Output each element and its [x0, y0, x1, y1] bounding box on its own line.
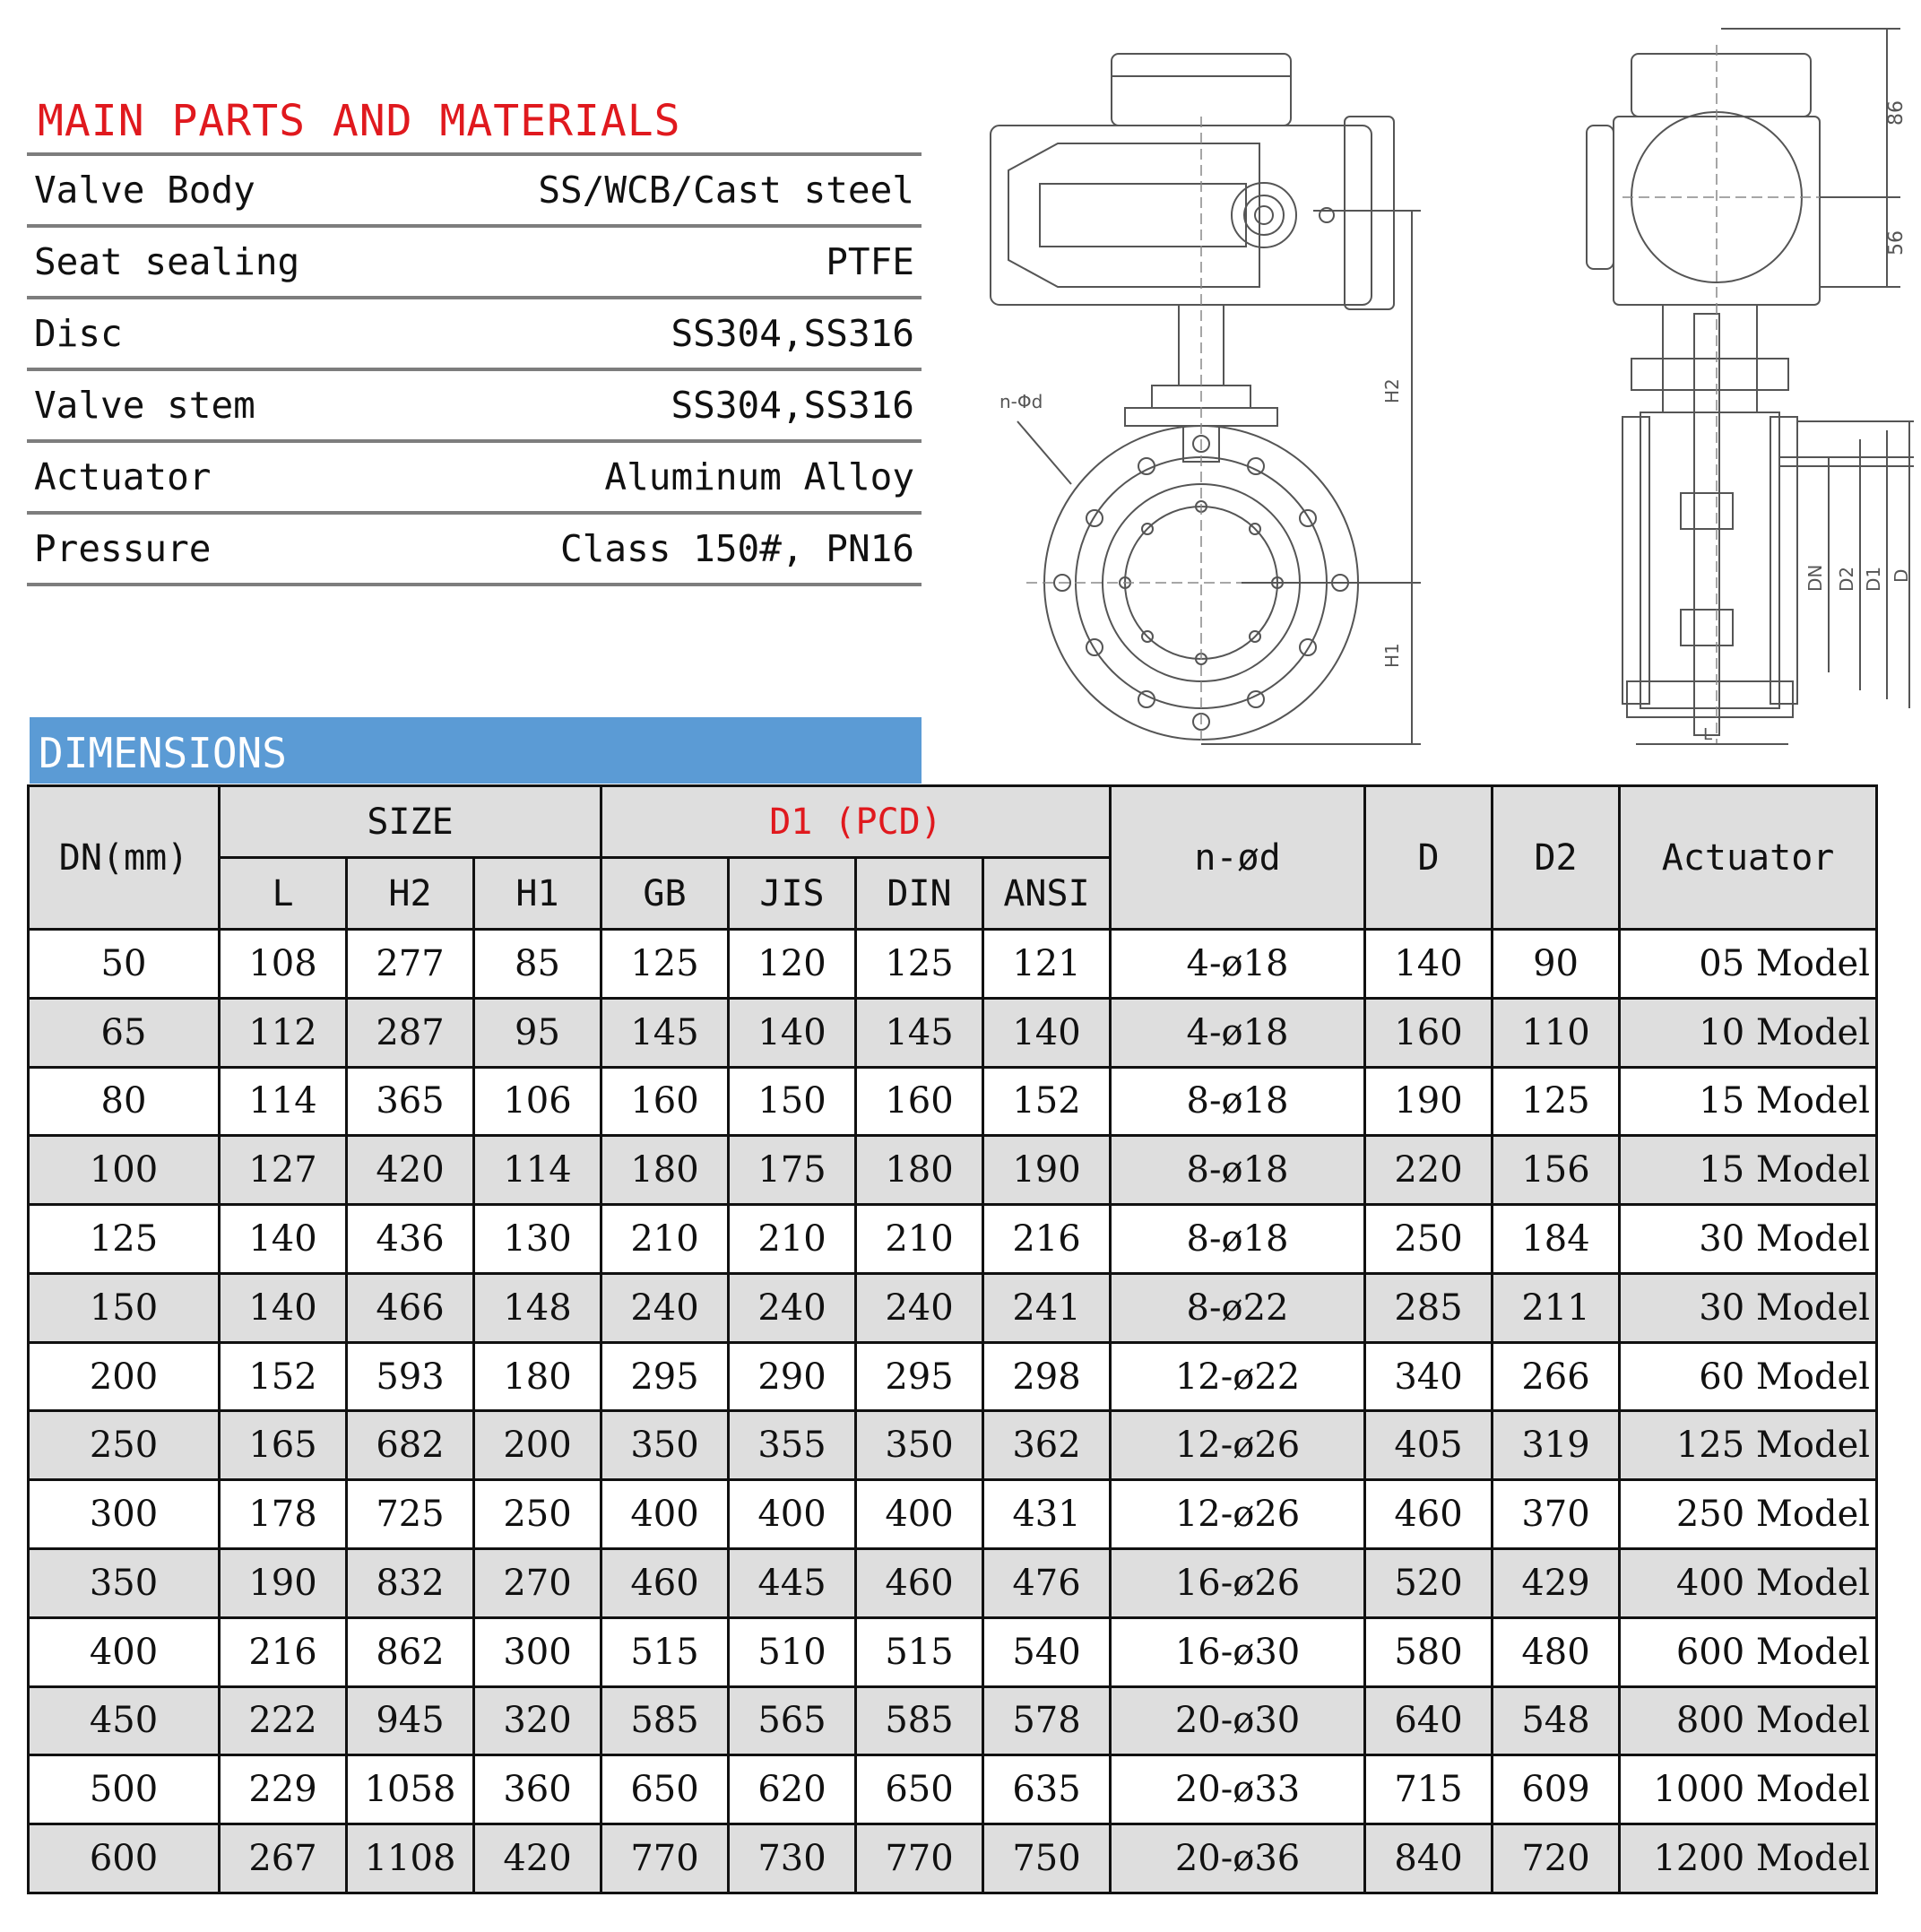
cell-nod: 16-ø26 — [1111, 1549, 1365, 1618]
cell-act: 1000 Model — [1620, 1755, 1877, 1824]
cell-d2: 609 — [1493, 1755, 1620, 1824]
cell-jis: 175 — [729, 1136, 856, 1205]
side-86-label: 86 — [1885, 100, 1908, 126]
cell-gb: 240 — [601, 1273, 729, 1342]
cell-l: 152 — [220, 1342, 347, 1411]
materials-table — [27, 152, 922, 586]
cell-h1: 250 — [474, 1480, 601, 1549]
cell-ansi: 152 — [983, 1067, 1111, 1136]
cell-d2: 110 — [1493, 998, 1620, 1067]
cell-act: 600 Model — [1620, 1617, 1877, 1686]
cell-act: 05 Model — [1620, 930, 1877, 999]
cell-gb: 400 — [601, 1480, 729, 1549]
table-row — [29, 1617, 1877, 1686]
cell-act: 1200 Model — [1620, 1824, 1877, 1893]
cell-h2: 832 — [347, 1549, 474, 1618]
materials-title: MAIN PARTS AND MATERIALS — [38, 96, 681, 146]
dimensions-body — [29, 930, 1877, 1893]
cell-ansi: 121 — [983, 930, 1111, 999]
material-part-label: Pressure — [34, 527, 212, 570]
cell-din: 125 — [856, 930, 983, 999]
material-part-label: Valve Body — [34, 169, 255, 212]
table-row — [29, 1755, 1877, 1824]
materials-row — [27, 371, 922, 443]
cell-gb: 515 — [601, 1617, 729, 1686]
cell-jis: 150 — [729, 1067, 856, 1136]
cell-ansi: 140 — [983, 998, 1111, 1067]
cell-dn: 300 — [29, 1480, 220, 1549]
cell-d: 250 — [1365, 1205, 1493, 1274]
cell-h2: 593 — [347, 1342, 474, 1411]
header-jis: JIS — [729, 858, 856, 930]
table-row — [29, 1549, 1877, 1618]
cell-act: 400 Model — [1620, 1549, 1877, 1618]
cell-l: 222 — [220, 1686, 347, 1755]
front-h1-label: H1 — [1381, 643, 1403, 668]
front-bolt-label: n-Φd — [999, 391, 1043, 412]
cell-h2: 365 — [347, 1067, 474, 1136]
cell-h2: 725 — [347, 1480, 474, 1549]
cell-nod: 20-ø36 — [1111, 1824, 1365, 1893]
cell-d2: 370 — [1493, 1480, 1620, 1549]
side-d2-label: D2 — [1836, 566, 1857, 592]
cell-h1: 130 — [474, 1205, 601, 1274]
cell-d: 140 — [1365, 930, 1493, 999]
cell-din: 770 — [856, 1824, 983, 1893]
side-d1-label: D1 — [1863, 566, 1884, 592]
cell-ansi: 540 — [983, 1617, 1111, 1686]
cell-l: 190 — [220, 1549, 347, 1618]
cell-h1: 114 — [474, 1136, 601, 1205]
table-row — [29, 1067, 1877, 1136]
material-value: SS304,SS316 — [671, 312, 914, 355]
cell-dn: 450 — [29, 1686, 220, 1755]
header-ansi: ANSI — [983, 858, 1111, 930]
cell-gb: 160 — [601, 1067, 729, 1136]
cell-d: 285 — [1365, 1273, 1493, 1342]
cell-h1: 106 — [474, 1067, 601, 1136]
cell-act: 800 Model — [1620, 1686, 1877, 1755]
cell-d2: 156 — [1493, 1136, 1620, 1205]
material-part-label: Valve stem — [34, 384, 255, 427]
cell-gb: 460 — [601, 1549, 729, 1618]
cell-d2: 211 — [1493, 1273, 1620, 1342]
cell-act: 250 Model — [1620, 1480, 1877, 1549]
materials-row — [27, 443, 922, 515]
cell-jis: 445 — [729, 1549, 856, 1618]
cell-nod: 20-ø33 — [1111, 1755, 1365, 1824]
cell-gb: 650 — [601, 1755, 729, 1824]
cell-d2: 266 — [1493, 1342, 1620, 1411]
cell-h2: 277 — [347, 930, 474, 999]
cell-h2: 466 — [347, 1273, 474, 1342]
cell-nod: 12-ø26 — [1111, 1480, 1365, 1549]
material-value: PTFE — [826, 240, 914, 283]
table-row — [29, 1686, 1877, 1755]
cell-din: 650 — [856, 1755, 983, 1824]
cell-nod: 8-ø18 — [1111, 1205, 1365, 1274]
materials-row — [27, 515, 922, 586]
cell-d2: 125 — [1493, 1067, 1620, 1136]
cell-d2: 429 — [1493, 1549, 1620, 1618]
cell-jis: 240 — [729, 1273, 856, 1342]
cell-gb: 350 — [601, 1411, 729, 1480]
cell-dn: 200 — [29, 1342, 220, 1411]
cell-h1: 360 — [474, 1755, 601, 1824]
cell-jis: 510 — [729, 1617, 856, 1686]
cell-d: 220 — [1365, 1136, 1493, 1205]
material-value: SS304,SS316 — [671, 384, 914, 427]
cell-act: 30 Model — [1620, 1273, 1877, 1342]
cell-h2: 420 — [347, 1136, 474, 1205]
cell-act: 15 Model — [1620, 1136, 1877, 1205]
table-row — [29, 930, 1877, 999]
materials-row — [27, 156, 922, 228]
dimensions-table — [27, 784, 1878, 1894]
cell-l: 165 — [220, 1411, 347, 1480]
cell-d2: 184 — [1493, 1205, 1620, 1274]
cell-d: 190 — [1365, 1067, 1493, 1136]
table-row — [29, 1480, 1877, 1549]
cell-act: 10 Model — [1620, 998, 1877, 1067]
cell-d: 405 — [1365, 1411, 1493, 1480]
header-gb: GB — [601, 858, 729, 930]
table-row — [29, 1342, 1877, 1411]
cell-ansi: 216 — [983, 1205, 1111, 1274]
materials-row — [27, 228, 922, 299]
cell-jis: 140 — [729, 998, 856, 1067]
cell-d: 715 — [1365, 1755, 1493, 1824]
cell-l: 267 — [220, 1824, 347, 1893]
cell-gb: 585 — [601, 1686, 729, 1755]
side-56-label: 56 — [1885, 230, 1908, 256]
cell-din: 350 — [856, 1411, 983, 1480]
side-dn-label: DN — [1804, 564, 1826, 592]
cell-dn: 125 — [29, 1205, 220, 1274]
cell-gb: 295 — [601, 1342, 729, 1411]
cell-nod: 4-ø18 — [1111, 998, 1365, 1067]
cell-l: 114 — [220, 1067, 347, 1136]
cell-jis: 210 — [729, 1205, 856, 1274]
side-l-label: L — [1703, 725, 1713, 744]
header-actuator: Actuator — [1620, 786, 1877, 930]
header-d2: D2 — [1493, 786, 1620, 930]
cell-l: 229 — [220, 1755, 347, 1824]
cell-act: 60 Model — [1620, 1342, 1877, 1411]
cell-jis: 730 — [729, 1824, 856, 1893]
cell-gb: 145 — [601, 998, 729, 1067]
material-value: Class 150#, PN16 — [560, 527, 914, 570]
header-n-od: n-ød — [1111, 786, 1365, 930]
cell-ansi: 362 — [983, 1411, 1111, 1480]
cell-h1: 180 — [474, 1342, 601, 1411]
cell-l: 140 — [220, 1273, 347, 1342]
cell-h2: 1108 — [347, 1824, 474, 1893]
cell-dn: 150 — [29, 1273, 220, 1342]
material-part-label: Seat sealing — [34, 240, 300, 283]
cell-h1: 85 — [474, 930, 601, 999]
cell-h1: 95 — [474, 998, 601, 1067]
table-row — [29, 1205, 1877, 1274]
cell-din: 515 — [856, 1617, 983, 1686]
cell-ansi: 750 — [983, 1824, 1111, 1893]
header-din: DIN — [856, 858, 983, 930]
cell-h1: 270 — [474, 1549, 601, 1618]
cell-l: 178 — [220, 1480, 347, 1549]
cell-jis: 400 — [729, 1480, 856, 1549]
front-view-drawing — [973, 27, 1475, 762]
table-row — [29, 1136, 1877, 1205]
cell-gb: 770 — [601, 1824, 729, 1893]
cell-l: 127 — [220, 1136, 347, 1205]
material-part-label: Disc — [34, 312, 123, 355]
cell-dn: 65 — [29, 998, 220, 1067]
cell-nod: 20-ø30 — [1111, 1686, 1365, 1755]
cell-nod: 16-ø30 — [1111, 1617, 1365, 1686]
header-dn: DN(mm) — [29, 786, 220, 930]
cell-jis: 620 — [729, 1755, 856, 1824]
header-l: L — [220, 858, 347, 930]
cell-dn: 600 — [29, 1824, 220, 1893]
cell-d2: 720 — [1493, 1824, 1620, 1893]
cell-dn: 350 — [29, 1549, 220, 1618]
cell-din: 160 — [856, 1067, 983, 1136]
dimensions-banner: DIMENSIONS — [30, 717, 922, 784]
cell-jis: 120 — [729, 930, 856, 999]
cell-dn: 50 — [29, 930, 220, 999]
cell-din: 460 — [856, 1549, 983, 1618]
cell-ansi: 241 — [983, 1273, 1111, 1342]
header-d: D — [1365, 786, 1493, 930]
header-h2: H2 — [347, 858, 474, 930]
cell-nod: 8-ø22 — [1111, 1273, 1365, 1342]
cell-ansi: 635 — [983, 1755, 1111, 1824]
cell-h2: 945 — [347, 1686, 474, 1755]
cell-nod: 8-ø18 — [1111, 1136, 1365, 1205]
table-row — [29, 1411, 1877, 1480]
cell-h1: 200 — [474, 1411, 601, 1480]
table-row — [29, 998, 1877, 1067]
header-h1: H1 — [474, 858, 601, 930]
cell-d2: 319 — [1493, 1411, 1620, 1480]
cell-din: 240 — [856, 1273, 983, 1342]
cell-gb: 180 — [601, 1136, 729, 1205]
cell-h2: 287 — [347, 998, 474, 1067]
cell-jis: 355 — [729, 1411, 856, 1480]
cell-ansi: 190 — [983, 1136, 1111, 1205]
side-d-label: D — [1891, 568, 1912, 583]
cell-dn: 80 — [29, 1067, 220, 1136]
material-value: SS/WCB/Cast steel — [538, 169, 914, 212]
cell-gb: 210 — [601, 1205, 729, 1274]
cell-dn: 500 — [29, 1755, 220, 1824]
cell-l: 140 — [220, 1205, 347, 1274]
cell-h2: 862 — [347, 1617, 474, 1686]
cell-d: 520 — [1365, 1549, 1493, 1618]
cell-d: 340 — [1365, 1342, 1493, 1411]
cell-act: 15 Model — [1620, 1067, 1877, 1136]
cell-h1: 300 — [474, 1617, 601, 1686]
cell-l: 108 — [220, 930, 347, 999]
cell-din: 180 — [856, 1136, 983, 1205]
cell-d: 160 — [1365, 998, 1493, 1067]
cell-h1: 320 — [474, 1686, 601, 1755]
cell-h2: 436 — [347, 1205, 474, 1274]
cell-din: 295 — [856, 1342, 983, 1411]
header-size: SIZE — [220, 786, 601, 858]
cell-din: 400 — [856, 1480, 983, 1549]
cell-l: 216 — [220, 1617, 347, 1686]
cell-din: 145 — [856, 998, 983, 1067]
cell-dn: 100 — [29, 1136, 220, 1205]
material-part-label: Actuator — [34, 455, 212, 498]
table-row — [29, 1824, 1877, 1893]
cell-nod: 4-ø18 — [1111, 930, 1365, 999]
table-row — [29, 1273, 1877, 1342]
cell-h2: 1058 — [347, 1755, 474, 1824]
cell-jis: 290 — [729, 1342, 856, 1411]
cell-nod: 8-ø18 — [1111, 1067, 1365, 1136]
cell-din: 585 — [856, 1686, 983, 1755]
materials-row — [27, 299, 922, 371]
material-value: Aluminum Alloy — [604, 455, 914, 498]
side-view-drawing — [1560, 18, 1918, 762]
materials-section — [27, 94, 922, 586]
cell-dn: 400 — [29, 1617, 220, 1686]
cell-d2: 548 — [1493, 1686, 1620, 1755]
cell-nod: 12-ø26 — [1111, 1411, 1365, 1480]
cell-act: 30 Model — [1620, 1205, 1877, 1274]
cell-ansi: 431 — [983, 1480, 1111, 1549]
cell-h1: 148 — [474, 1273, 601, 1342]
cell-d2: 480 — [1493, 1617, 1620, 1686]
cell-nod: 12-ø22 — [1111, 1342, 1365, 1411]
cell-ansi: 578 — [983, 1686, 1111, 1755]
cell-d: 640 — [1365, 1686, 1493, 1755]
cell-d: 460 — [1365, 1480, 1493, 1549]
front-h2-label: H2 — [1381, 378, 1403, 403]
cell-din: 210 — [856, 1205, 983, 1274]
header-d1-pcd: D1 (PCD) — [601, 786, 1111, 858]
cell-l: 112 — [220, 998, 347, 1067]
cell-act: 125 Model — [1620, 1411, 1877, 1480]
cell-h2: 682 — [347, 1411, 474, 1480]
cell-jis: 565 — [729, 1686, 856, 1755]
cell-h1: 420 — [474, 1824, 601, 1893]
cell-d: 840 — [1365, 1824, 1493, 1893]
cell-ansi: 298 — [983, 1342, 1111, 1411]
cell-d2: 90 — [1493, 930, 1620, 999]
cell-dn: 250 — [29, 1411, 220, 1480]
cell-gb: 125 — [601, 930, 729, 999]
cell-ansi: 476 — [983, 1549, 1111, 1618]
cell-d: 580 — [1365, 1617, 1493, 1686]
